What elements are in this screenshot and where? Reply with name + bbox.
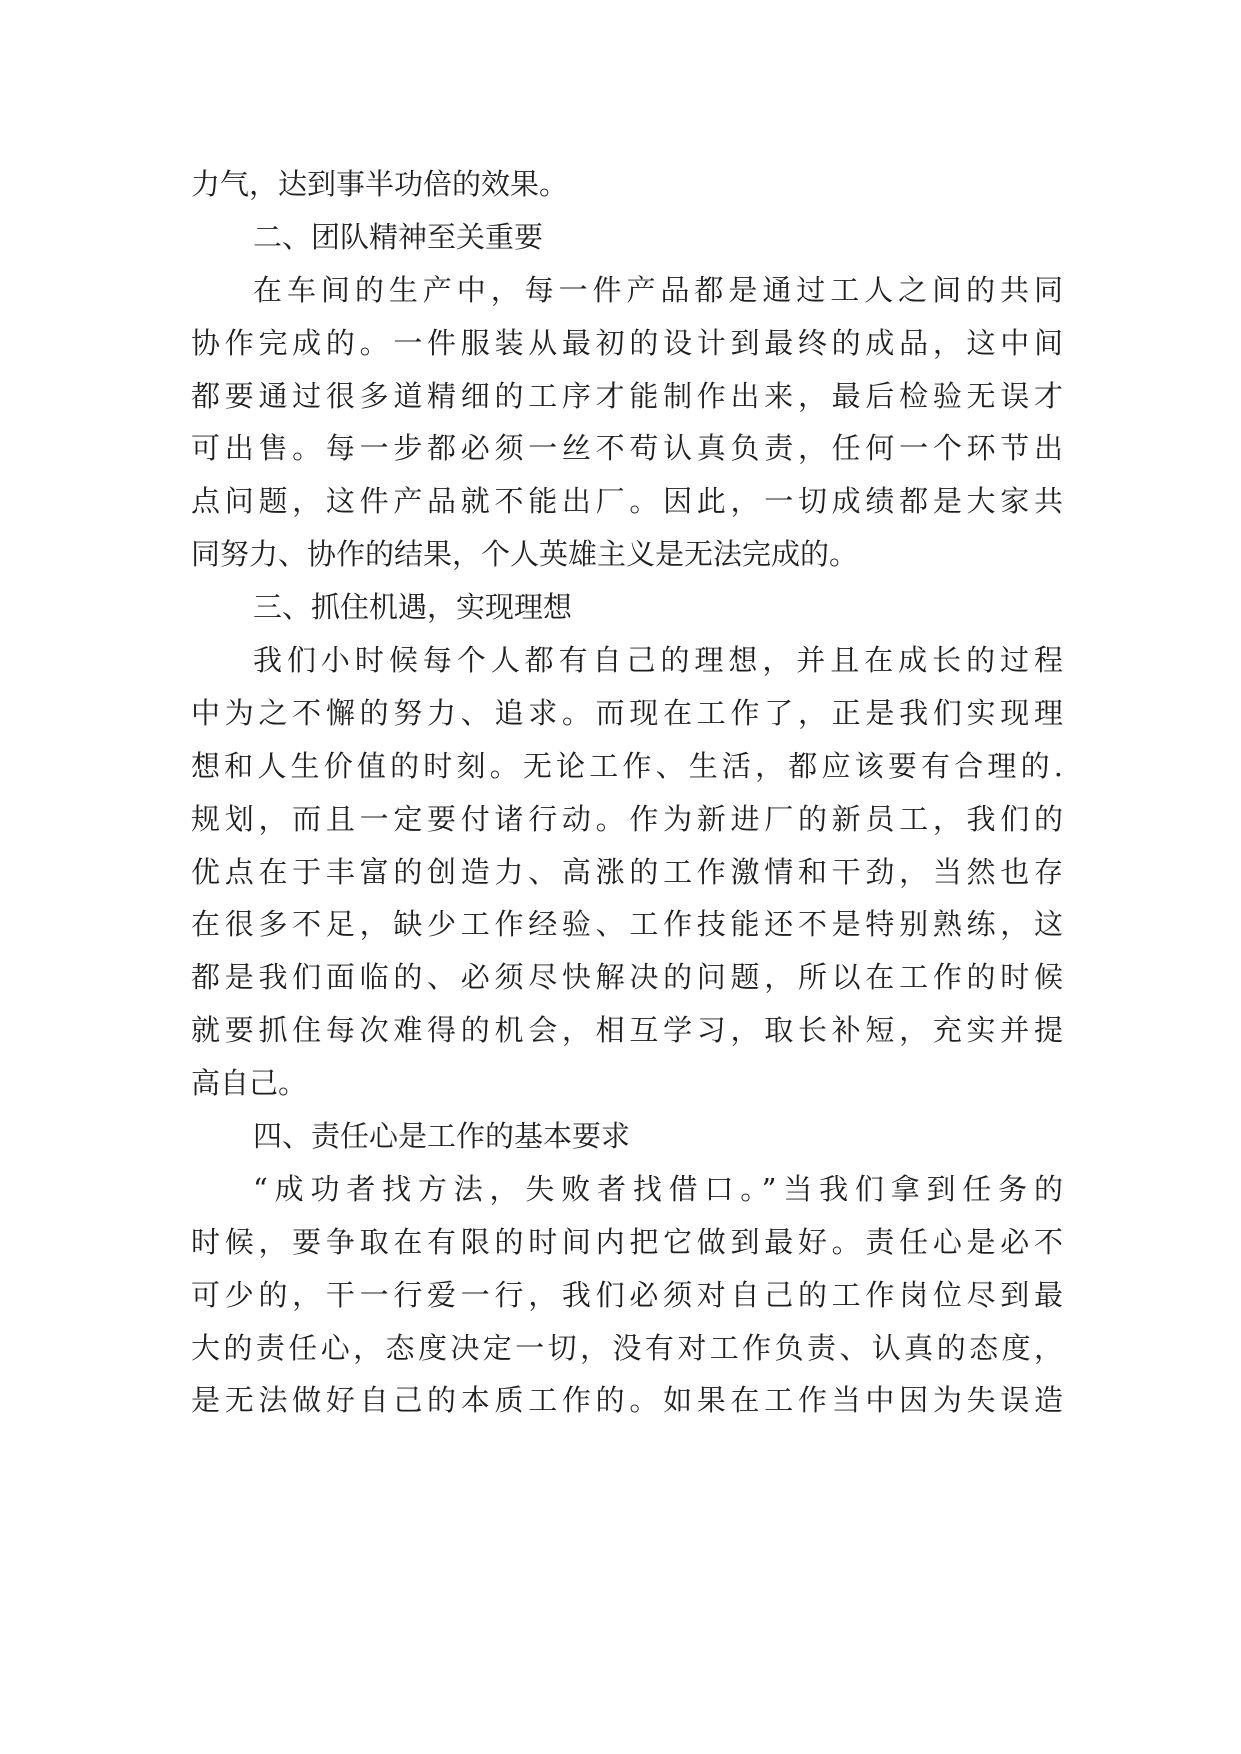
section-heading: 四、责任心是工作的基本要求	[253, 1119, 631, 1154]
body-line: 时候，要争取在有限的时间内把它做到最好。责任心是必不	[191, 1224, 1063, 1259]
paragraph-first-line: 在车间的生产中，每一件产品都是通过工人之间的共同	[253, 272, 1063, 307]
body-line: 点问题，这件产品就不能出厂。因此，一切成绩都是大家共	[191, 484, 1063, 519]
body-line: 同努力、协作的结果，个人英雄主义是无法完成的。	[191, 537, 859, 572]
body-line: 就要抓住每次难得的机会，相互学习，取长补短，充实并提	[191, 1013, 1063, 1048]
paragraph-first-line: “成功者找方法，失败者找借口。”当我们拿到任务的	[253, 1171, 1063, 1206]
body-line: 想和人生价值的时刻。无论工作、生活，都应该要有合理的.	[191, 748, 1063, 783]
body-line: 中为之不懈的努力、追求。而现在工作了，正是我们实现理	[191, 695, 1063, 730]
body-line: 规划，而且一定要付诸行动。作为新进厂的新员工，我们的	[191, 801, 1063, 836]
body-line: 都是我们面临的、必须尽快解决的问题，所以在工作的时候	[191, 960, 1063, 995]
body-line: 优点在于丰富的创造力、高涨的工作激情和干劲，当然也存	[191, 854, 1063, 889]
section-heading: 三、抓住机遇，实现理想	[253, 590, 573, 625]
body-line: 力气，达到事半功倍的效果。	[191, 167, 569, 201]
document-body	[191, 158, 1063, 1427]
paragraph-first-line: 我们小时候每个人都有自己的理想，并且在成长的过程	[253, 643, 1063, 678]
body-line: 是无法做好自己的本质工作的。如果在工作当中因为失误造	[191, 1383, 1063, 1418]
body-line: 都要通过很多道精细的工序才能制作出来，最后检验无误才	[191, 378, 1063, 413]
body-line: 可少的，干一行爱一行，我们必须对自己的工作岗位尽到最	[191, 1277, 1063, 1312]
section-heading: 二、团队精神至关重要	[253, 219, 544, 254]
body-line: 大的责任心，态度决定一切，没有对工作负责、认真的态度，	[191, 1330, 1063, 1365]
body-line: 可出售。每一步都必须一丝不苟认真负责，任何一个环节出	[191, 431, 1063, 466]
body-line: 高自己。	[191, 1066, 308, 1101]
body-line: 协作完成的。一件服装从最初的设计到最终的成品，这中间	[191, 325, 1063, 360]
body-line: 在很多不足，缺少工作经验、工作技能还不是特别熟练，这	[191, 907, 1063, 942]
